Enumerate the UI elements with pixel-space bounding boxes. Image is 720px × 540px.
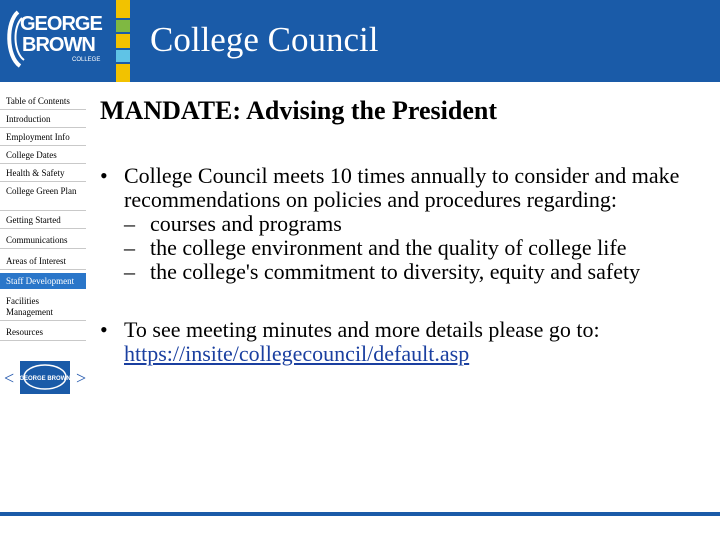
dash-icon: – [124, 259, 135, 284]
sidebar-item-communications[interactable]: Communications [6, 235, 68, 245]
sub-bullet-text: the college environment and the quality of college life [150, 235, 627, 260]
sidebar-item-employment-info[interactable]: Employment Info [6, 132, 70, 142]
bullet-icon: • [100, 317, 108, 342]
page-title: College Council [150, 20, 379, 59]
bullet-text: College Council meets 10 times annually to consider and make recommendations on policies and procedures regarding: [124, 163, 680, 212]
sub-bullet-item [100, 236, 710, 260]
section-heading: MANDATE: Advising the President [100, 96, 497, 125]
svg-text:BROWN: BROWN [22, 34, 95, 56]
sidebar-item-facilities-management[interactable]: Facilities Management [6, 296, 53, 317]
sidebar-item-resources[interactable]: Resources [6, 327, 43, 337]
next-arrow-button[interactable]: > [76, 368, 87, 388]
sub-bullet-item [100, 212, 710, 236]
bottom-rule [0, 512, 720, 516]
bullet-item [100, 318, 710, 366]
sub-bullet-text: the college's commitment to diversity, equity and safety [150, 259, 641, 284]
sidebar-item-college-green-plan[interactable]: College Green Plan [6, 186, 77, 196]
sub-bullet-item [100, 260, 710, 284]
mini-logo-home-button[interactable] [20, 361, 70, 394]
bullet-item [100, 164, 710, 212]
dash-icon: – [124, 211, 135, 236]
sub-bullet-text: courses and programs [150, 211, 342, 236]
george-brown-logo [4, 4, 112, 74]
main-content [100, 164, 710, 366]
svg-text:COLLEGE: COLLEGE [72, 57, 101, 63]
color-stripes [116, 0, 130, 82]
sidebar-item-areas-of-interest[interactable]: Areas of Interest [6, 256, 66, 266]
sidebar-item-college-dates[interactable]: College Dates [6, 150, 57, 160]
sidebar-nav [0, 82, 86, 382]
sidebar-item-introduction[interactable]: Introduction [6, 114, 51, 124]
header-banner [0, 0, 720, 82]
bullet-icon: • [100, 163, 108, 188]
council-link[interactable]: https://insite/collegecouncil/default.asp [124, 341, 470, 366]
sidebar-item-staff-development[interactable]: Staff Development [6, 276, 75, 286]
mini-logo-icon [20, 361, 70, 394]
svg-text:GEORGE: GEORGE [20, 13, 102, 35]
bullet-text: To see meeting minutes and more details please go to: [124, 317, 600, 342]
sidebar-item-getting-started[interactable]: Getting Started [6, 215, 61, 225]
prev-arrow-button[interactable]: < [4, 368, 15, 388]
sidebar-item-health-safety[interactable]: Health & Safety [6, 168, 65, 178]
svg-text:GEORGE BROWN: GEORGE BROWN [20, 376, 70, 382]
dash-icon: – [124, 235, 135, 260]
sidebar-item-table-of-contents[interactable]: Table of Contents [6, 96, 70, 106]
